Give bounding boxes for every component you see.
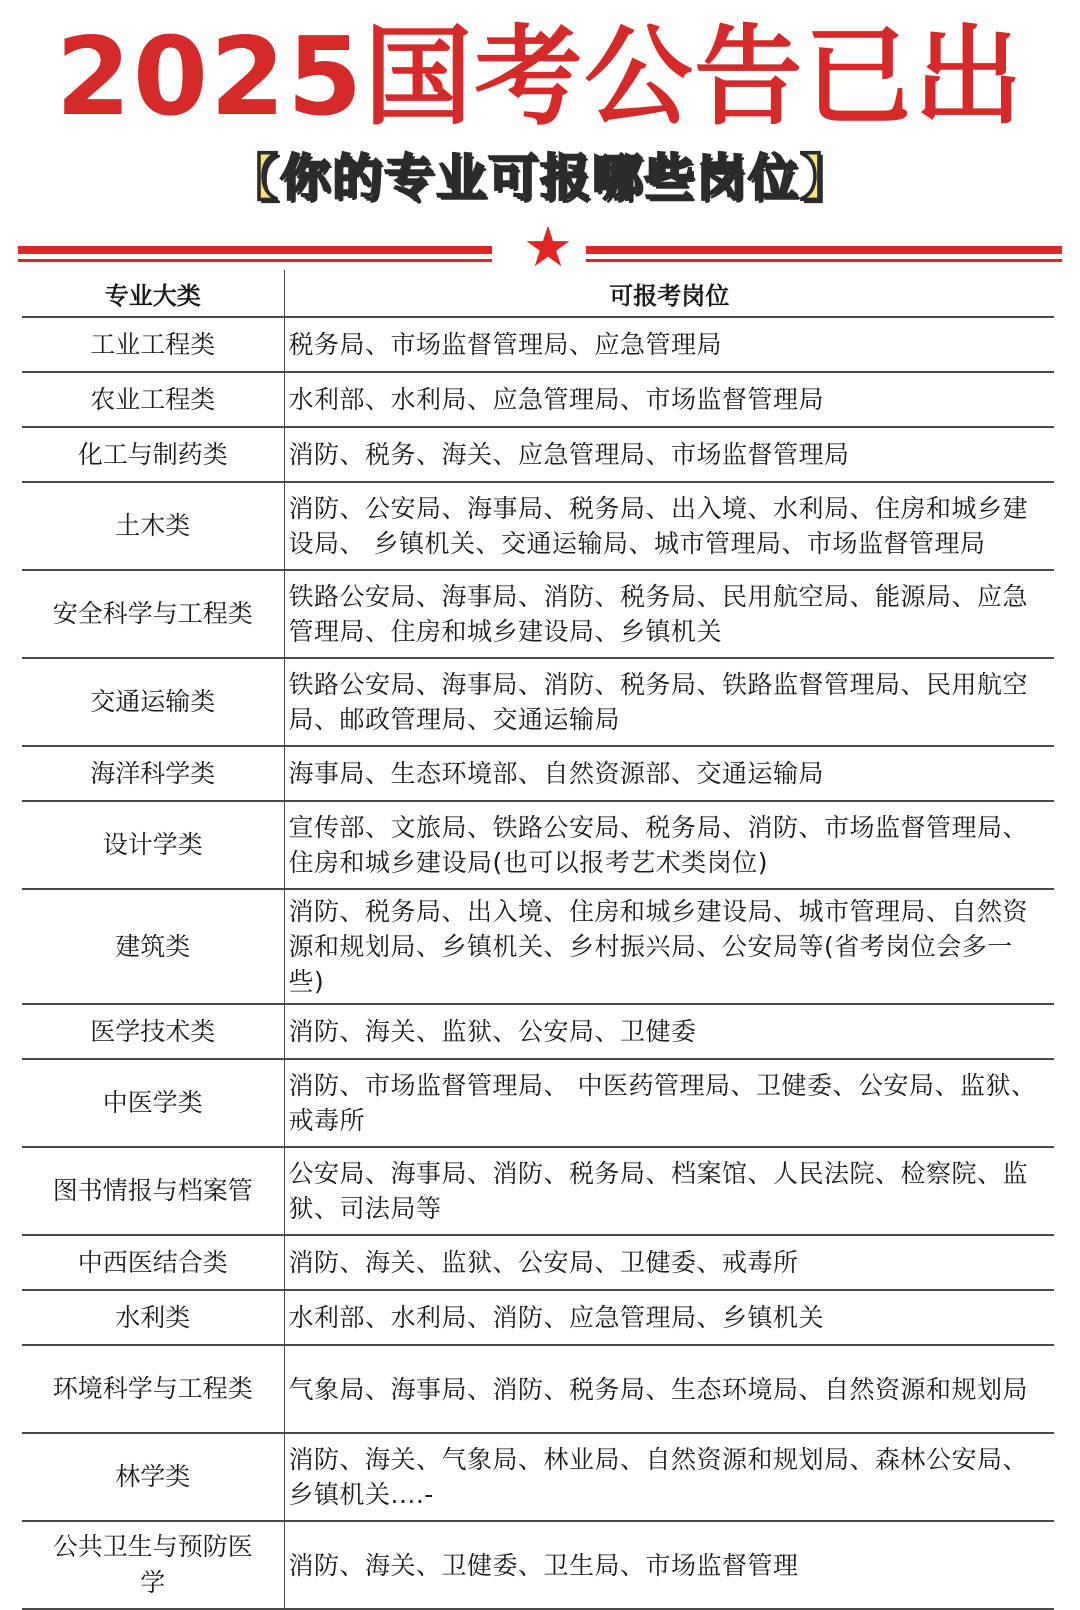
table-row [22, 372, 1054, 427]
title-divider [18, 215, 1062, 280]
posts-cell: 铁路公安局、海事局、消防、税务局、民用航空局、能源局、应急管理局、住房和城乡建设局、乡镇机关 [284, 570, 1054, 658]
posts-cell: 水利部、水利局、应急管理局、市场监督管理局 [284, 372, 1054, 427]
posts-cell: 消防、海关、卫健委、卫生局、市场监督管理 [284, 1521, 1054, 1609]
table-row [22, 1521, 1054, 1609]
posts-cell: 消防、海关、监狱、公安局、卫健委 [284, 1004, 1054, 1059]
table-row [22, 889, 1054, 1004]
page-title: 2025国考公告已出 [55, 15, 1025, 140]
posts-cell: 宣传部、文旅局、铁路公安局、税务局、消防、市场监督管理局、住房和城乡建设局(也可以报考艺术类岗位) [284, 801, 1054, 889]
posts-cell: 海事局、生态环境部、自然资源部、交通运输局 [284, 746, 1054, 801]
major-cell: 土木类 [22, 482, 284, 570]
posts-cell: 消防、海关、气象局、林业局、自然资源和规划局、森林公安局、乡镇机关....- [284, 1433, 1054, 1521]
major-cell: 中西医结合类 [22, 1235, 284, 1290]
table-row [22, 1345, 1054, 1433]
major-cell: 安全科学与工程类 [22, 570, 284, 658]
table-row [22, 427, 1054, 482]
major-cell: 公共卫生与预防医学 [22, 1521, 284, 1609]
major-cell: 图书情报与档案管 [22, 1147, 284, 1235]
page-subtitle: 【你的专业可报哪些岗位】 [228, 149, 852, 207]
table-header-row [22, 270, 1054, 317]
divider-line-right [586, 259, 1062, 262]
posts-cell: 消防、税务局、出入境、住房和城乡建设局、城市管理局、自然资源和规划局、乡镇机关、乡村振兴局、公安局等(省考岗位会多一些) [284, 889, 1054, 1004]
header-posts: 可报考岗位 [284, 270, 1054, 317]
table-row [22, 1059, 1054, 1147]
posts-cell: 消防、海关、监狱、公安局、卫健委、戒毒所 [284, 1235, 1054, 1290]
major-cell: 化工与制药类 [22, 427, 284, 482]
table-row [22, 1004, 1054, 1059]
major-cell: 农业工程类 [22, 372, 284, 427]
table-row [22, 746, 1054, 801]
major-cell: 工业工程类 [22, 317, 284, 372]
header-major: 专业大类 [22, 270, 284, 317]
major-cell: 海洋科学类 [22, 746, 284, 801]
table-row [22, 801, 1054, 889]
posts-cell: 水利部、水利局、消防、应急管理局、乡镇机关 [284, 1290, 1054, 1345]
posts-cell: 消防、税务、海关、应急管理局、市场监督管理局 [284, 427, 1054, 482]
star-icon: ★ [522, 215, 574, 280]
major-cell: 环境科学与工程类 [22, 1345, 284, 1433]
major-cell: 中医学类 [22, 1059, 284, 1147]
major-cell: 交通运输类 [22, 658, 284, 746]
posts-cell: 消防、公安局、海事局、税务局、出入境、水利局、住房和城乡建设局、 乡镇机关、交通运输局、城市管理局、市场监督管理局 [284, 482, 1054, 570]
table-row [22, 482, 1054, 570]
posts-cell: 税务局、市场监督管理局、应急管理局 [284, 317, 1054, 372]
major-cell: 医学技术类 [22, 1004, 284, 1059]
table-row [22, 1290, 1054, 1345]
posts-cell: 公安局、海事局、消防、税务局、档案馆、人民法院、检察院、监狱、司法局等 [284, 1147, 1054, 1235]
table-row [22, 317, 1054, 372]
posts-cell: 铁路公安局、海事局、消防、税务局、铁路监督管理局、民用航空局、邮政管理局、交通运输局 [284, 658, 1054, 746]
divider-line-left [18, 259, 492, 262]
divider-bar-left [18, 246, 492, 254]
posts-cell: 消防、市场监督管理局、 中医药管理局、卫健委、公安局、监狱、戒毒所 [284, 1059, 1054, 1147]
table-row [22, 1433, 1054, 1521]
majors-table [22, 270, 1054, 1610]
table-row [22, 570, 1054, 658]
divider-bar-right [586, 246, 1062, 254]
major-cell: 林学类 [22, 1433, 284, 1521]
table-row [22, 658, 1054, 746]
table-row [22, 1235, 1054, 1290]
table-row [22, 1147, 1054, 1235]
major-cell: 建筑类 [22, 889, 284, 1004]
major-cell: 设计学类 [22, 801, 284, 889]
major-cell: 水利类 [22, 1290, 284, 1345]
posts-cell: 气象局、海事局、消防、税务局、生态环境局、自然资源和规划局 [284, 1345, 1054, 1433]
